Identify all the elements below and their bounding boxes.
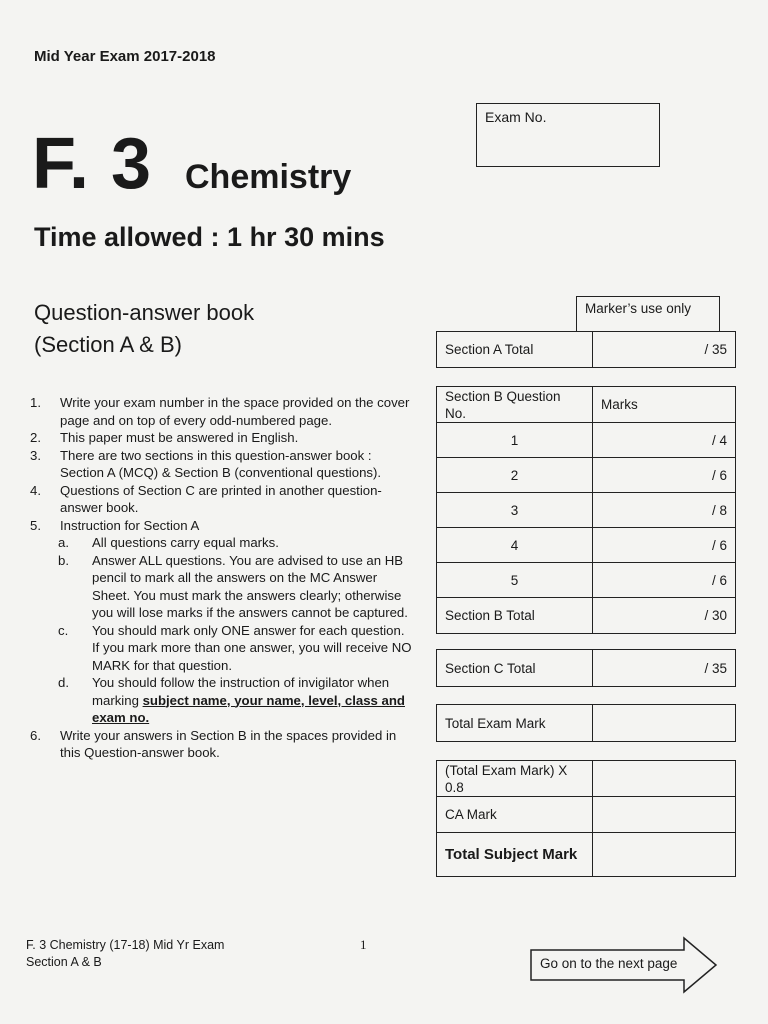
instruction-subitem: d. You should follow the instruction of invigilator when marking subject name, your name, level, class and exam no.	[58, 675, 405, 725]
section-c-score-cell[interactable]: / 35	[593, 650, 736, 687]
total-exam-table	[436, 704, 736, 742]
instruction-item: 1. Write your exam number in the space provided on the cover page and on top of every odd-numbered page.	[30, 395, 410, 428]
question-row: 5 / 6	[437, 563, 736, 598]
instructions-list	[30, 394, 412, 762]
instruction-subitem: c. You should mark only ONE answer for each question. If you mark more than one answer, you will receive NO MARK for that question.	[58, 622, 412, 673]
instruction-item: 6. Write your answers in Section B in the spaces provided in this Question-answer book.	[30, 727, 397, 760]
time-allowed: Time allowed : 1 hr 30 mins	[34, 222, 385, 252]
next-page-arrow	[530, 936, 720, 1001]
exam-year: Mid Year Exam 2017-2018	[34, 48, 216, 65]
exam-number-box[interactable]	[476, 103, 660, 167]
question-row: 3 / 8	[437, 493, 736, 528]
total-subject-mark-label: Total Subject Mark	[437, 833, 593, 877]
question-row: 4 / 6	[437, 528, 736, 563]
section-b-score-cell[interactable]: / 30	[593, 598, 736, 634]
instruction-subitem: a. All questions carry equal marks.	[58, 535, 279, 550]
total-exam-mark-cell[interactable]	[593, 705, 736, 742]
total-x-08-label: (Total Exam Mark) X 0.8	[437, 761, 593, 797]
total-subject-mark-cell[interactable]	[593, 833, 736, 877]
subject-title: Chemistry	[185, 158, 352, 196]
footer-line1: F. 3 Chemistry (17-18) Mid Yr Exam	[26, 938, 225, 952]
question-score-cell[interactable]: / 6	[593, 528, 736, 563]
section-b-table	[436, 386, 736, 634]
question-row: 1 / 4	[437, 423, 736, 458]
section-b-qno-header: Section B Question No.	[437, 387, 593, 423]
total-exam-mark-label: Total Exam Mark	[437, 705, 593, 742]
grade-level: F. 3	[32, 124, 153, 204]
ca-mark-cell[interactable]	[593, 797, 736, 833]
section-c-total-label: Section C Total	[437, 650, 593, 687]
book-title-line1: Question-answer book	[34, 300, 255, 325]
instruction-subitem: b. Answer ALL questions. You are advised to use an HB pencil to mark all the answers on the MC Answer Sheet. You must mark the answers clearly; otherwise you will lose marks if the answers cannot be captured.	[58, 552, 408, 620]
instruction-item: 3. There are two sections in this question-answer book : Section A (MCQ) & Section B (conventional questions).	[30, 447, 382, 480]
marker-use-header: Marker’s use only	[576, 296, 720, 332]
instruction-item: 2. This paper must be answered in English.	[30, 430, 299, 445]
footer-line2: Section A & B	[26, 955, 102, 969]
section-a-total-label: Section A Total	[437, 332, 593, 368]
question-row: 2 / 6	[437, 458, 736, 493]
question-score-cell[interactable]: / 8	[593, 493, 736, 528]
total-x-08-cell[interactable]	[593, 761, 736, 797]
next-page-text: Go on to the next page	[540, 956, 678, 971]
section-b-total-label: Section B Total	[437, 598, 593, 634]
section-c-table	[436, 649, 736, 687]
exam-number-label: Exam No.	[485, 109, 547, 125]
section-a-table	[436, 331, 736, 368]
page-number: 1	[360, 937, 367, 952]
book-title-line2: (Section A & B)	[34, 331, 182, 357]
footer-info	[26, 937, 224, 971]
instruction-item: 5. Instruction for Section A	[30, 517, 200, 533]
instruction-item: 4. Questions of Section C are printed in another question-answer book.	[30, 482, 382, 515]
final-mark-table	[436, 760, 736, 877]
question-score-cell[interactable]: / 6	[593, 458, 736, 493]
question-score-cell[interactable]: / 4	[593, 423, 736, 458]
emphasis-text: subject name, your name, level, class and exam no.	[92, 692, 405, 725]
section-a-score-cell[interactable]: / 35	[593, 332, 736, 368]
marks-header: Marks	[593, 387, 736, 423]
book-title	[34, 297, 254, 361]
ca-mark-label: CA Mark	[437, 797, 593, 833]
question-score-cell[interactable]: / 6	[593, 563, 736, 598]
